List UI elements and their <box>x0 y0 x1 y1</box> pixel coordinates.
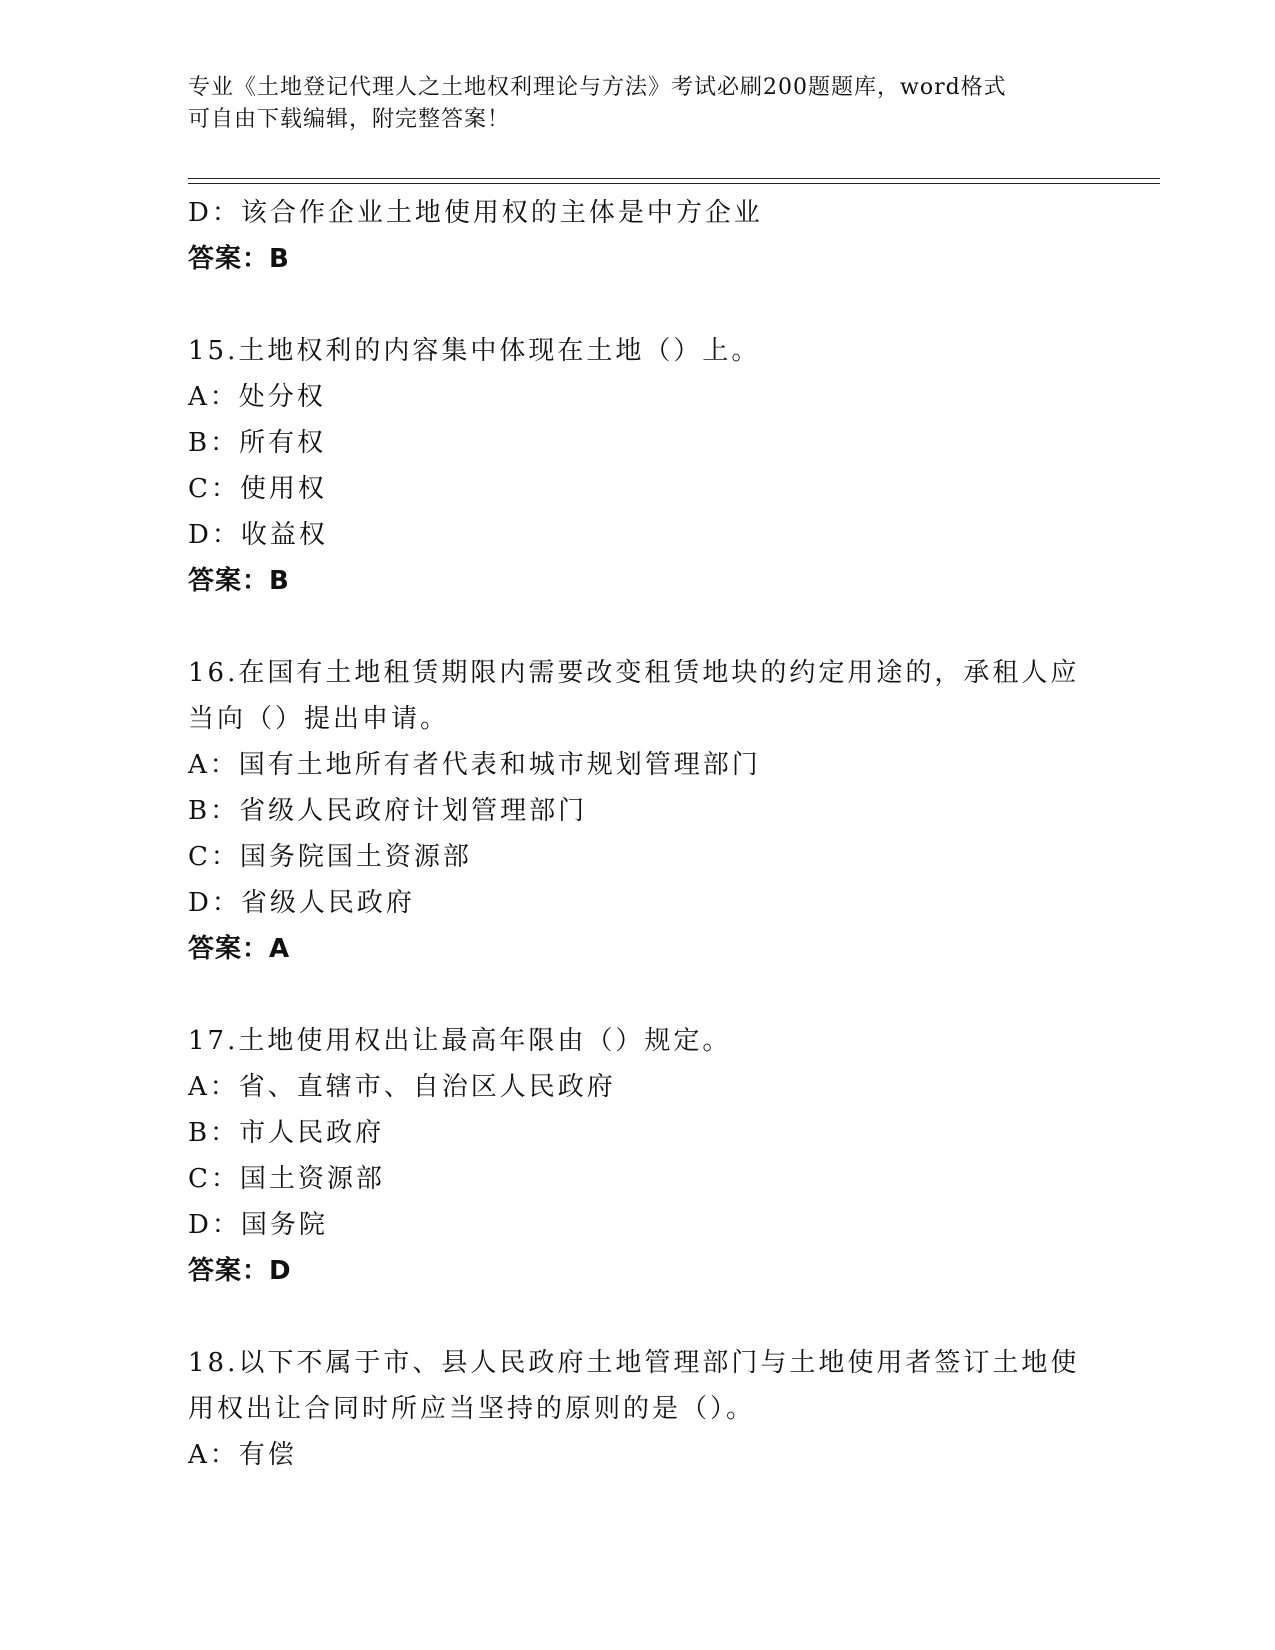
answer: 答案：B <box>188 244 290 274</box>
option-c: C：国土资源部 <box>188 1164 385 1194</box>
header-rule-top <box>188 178 1160 179</box>
document-body <box>188 190 1088 1478</box>
option-d: D：国务院 <box>188 1210 328 1240</box>
option-a: A：有偿 <box>188 1440 297 1470</box>
question-stem: 16.在国有土地租赁期限内需要改变租赁地块的约定用途的，承租人应 <box>188 658 1080 688</box>
option-d: D：该合作企业土地使用权的主体是中方企业 <box>188 198 763 228</box>
answer: 答案：D <box>188 1256 292 1286</box>
option-d: D：收益权 <box>188 520 328 550</box>
option-c: C：国务院国土资源部 <box>188 842 472 872</box>
question-18 <box>188 1340 1088 1478</box>
answer: 答案：B <box>188 566 290 596</box>
question-stem: 18.以下不属于市、县人民政府土地管理部门与土地使用者签订土地使 <box>188 1348 1080 1378</box>
option-b: B：所有权 <box>188 428 327 458</box>
question-stem-continued: 用权出让合同时所应当坚持的原则的是（）。 <box>188 1394 756 1424</box>
question-stem: 15.土地权利的内容集中体现在土地（）上。 <box>188 336 761 366</box>
question-stem: 17.土地使用权出让最高年限由（）规定。 <box>188 1026 732 1056</box>
document-header <box>188 72 1088 136</box>
option-b: B：省级人民政府计划管理部门 <box>188 796 588 826</box>
header-line-2: 可自由下载编辑，附完整答案！ <box>188 107 511 132</box>
header-line-1: 专业《土地登记代理人之土地权利理论与方法》考试必刷200题题库，word格式 <box>188 75 1007 100</box>
question-16 <box>188 650 1088 972</box>
option-a: A：处分权 <box>188 382 326 412</box>
option-b: B：市人民政府 <box>188 1118 385 1148</box>
question-15 <box>188 328 1088 604</box>
header-rule-bottom <box>188 183 1160 184</box>
answer: 答案：A <box>188 934 291 964</box>
option-d: D：省级人民政府 <box>188 888 415 918</box>
option-c: C：使用权 <box>188 474 327 504</box>
question-17 <box>188 1018 1088 1294</box>
option-a: A：省、直辖市、自治区人民政府 <box>188 1072 616 1102</box>
option-a: A：国有土地所有者代表和城市规划管理部门 <box>188 750 761 780</box>
question-stem-continued: 当向（）提出申请。 <box>188 704 450 734</box>
